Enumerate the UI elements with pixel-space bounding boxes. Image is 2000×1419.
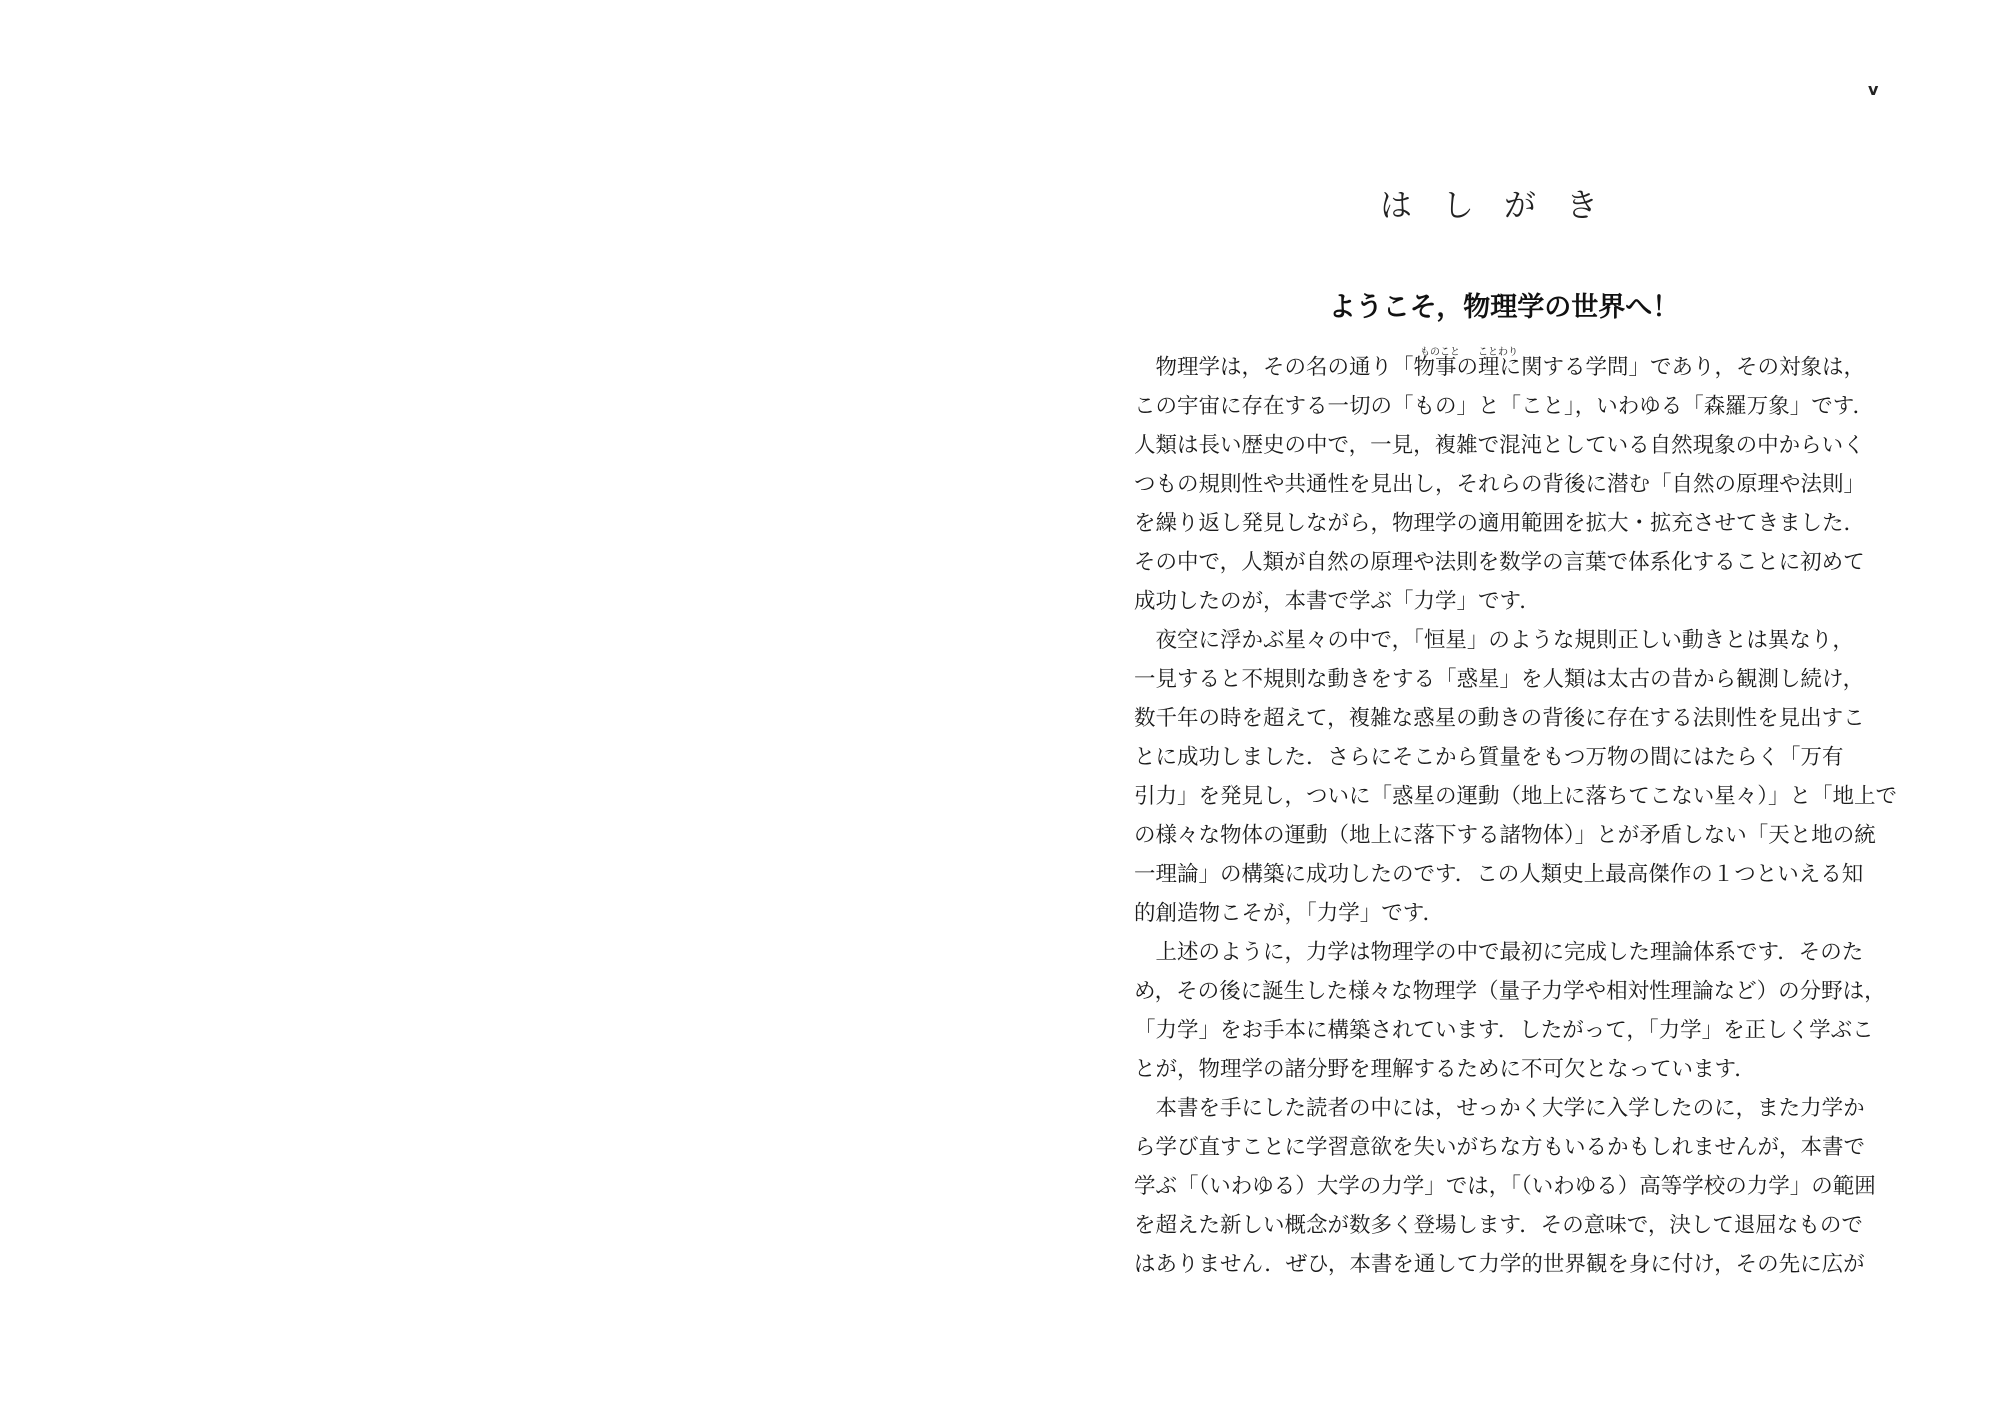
page-number: v (1868, 80, 1879, 99)
text-line-18: 「力学」をお手本に構築されています．したがって，「力学」を正しく学ぶこ (1134, 1018, 1874, 1043)
text-line-11: とに成功しました．さらにそこから質量をもつ万物の間にはたらく「万有 (1134, 745, 1844, 770)
text-line-13: の様々な物体の運動（地上に落下する諸物体）」とが矛盾しない「天と地の統 (1134, 823, 1876, 848)
text-line-3: 人類は長い歴史の中で，一見，複雑で混沌としている自然現象の中からいく (1134, 433, 1865, 458)
text-line-17: め，その後に誕生した様々な物理学（量子力学や相対性理論など）の分野は， (1134, 979, 1886, 1004)
subtitle: ようこそ，物理学の世界へ！ (1328, 292, 1680, 323)
ruby-kotowari: ことわり (1478, 347, 1518, 358)
body-text (1134, 347, 1898, 1284)
text-line-14: 一理論」の構築に成功したのです．この人類史上最高傑作の１つといえる知 (1134, 862, 1864, 887)
line-text: 物理学は，その名の通り「物事の理に関する学問」であり，その対象は， (1134, 355, 1866, 380)
text-line-20: 本書を手にした読者の中には，せっかく大学に入学したのに，また力学か (1134, 1096, 1865, 1121)
text-line-5: を繰り返し発見しながら，物理学の適用範囲を拡大・拡充させてきました． (1134, 511, 1866, 536)
text-line-12: 引力」を発見し，ついに「惑星の運動（地上に落ちてこない星々）」と「地上で (1134, 784, 1898, 809)
text-line-23: を超えた新しい概念が数多く登場します．その意味で，決して退屈なもので (1134, 1213, 1863, 1238)
text-line-15: 的創造物こそが，「力学」です． (1134, 901, 1445, 926)
text-line-19: とが，物理学の諸分野を理解するために不可欠となっています． (1134, 1057, 1756, 1082)
text-line-21: ら学び直すことに学習意欲を失いがちな方もいるかもしれませんが，本書で (1134, 1135, 1866, 1160)
text-line-8: 夜空に浮かぶ星々の中で，「恒星」のような規則正しい動きとは異なり， (1134, 628, 1854, 653)
chapter-title: はしがき (1379, 186, 1628, 224)
text-line-4: つもの規則性や共通性を見出し，それらの背後に潜む「自然の原理や法則」 (1134, 472, 1866, 497)
text-line-22: 学ぶ「（いわゆる）大学の力学」では，「（いわゆる）高等学校の力学」の範囲 (1134, 1174, 1876, 1199)
text-line-10: 数千年の時を超えて，複雑な惑星の動きの背後に存在する法則性を見出すこ (1134, 706, 1865, 731)
text-line-2: この宇宙に存在する一切の「もの」と「こと」，いわゆる「森羅万象」です． (1134, 394, 1875, 419)
text-line-1 (1134, 348, 1894, 387)
text-line-24: はありません．ぜひ，本書を通して力学的世界観を身に付け，その先に広が (1134, 1252, 1865, 1277)
text-line-9: 一見すると不規則な動きをする「惑星」を人類は太古の昔から観測し続け， (1134, 667, 1865, 692)
ruby-monogoto: ものこと (1420, 347, 1460, 358)
text-line-7: 成功したのが，本書で学ぶ「力学」です． (1134, 589, 1541, 614)
text-line-16: 上述のように，力学は物理学の中で最初に完成した理論体系です．そのた (1134, 940, 1864, 965)
text-line-6: その中で，人類が自然の原理や法則を数学の言葉で体系化することに初めて (1134, 550, 1865, 575)
